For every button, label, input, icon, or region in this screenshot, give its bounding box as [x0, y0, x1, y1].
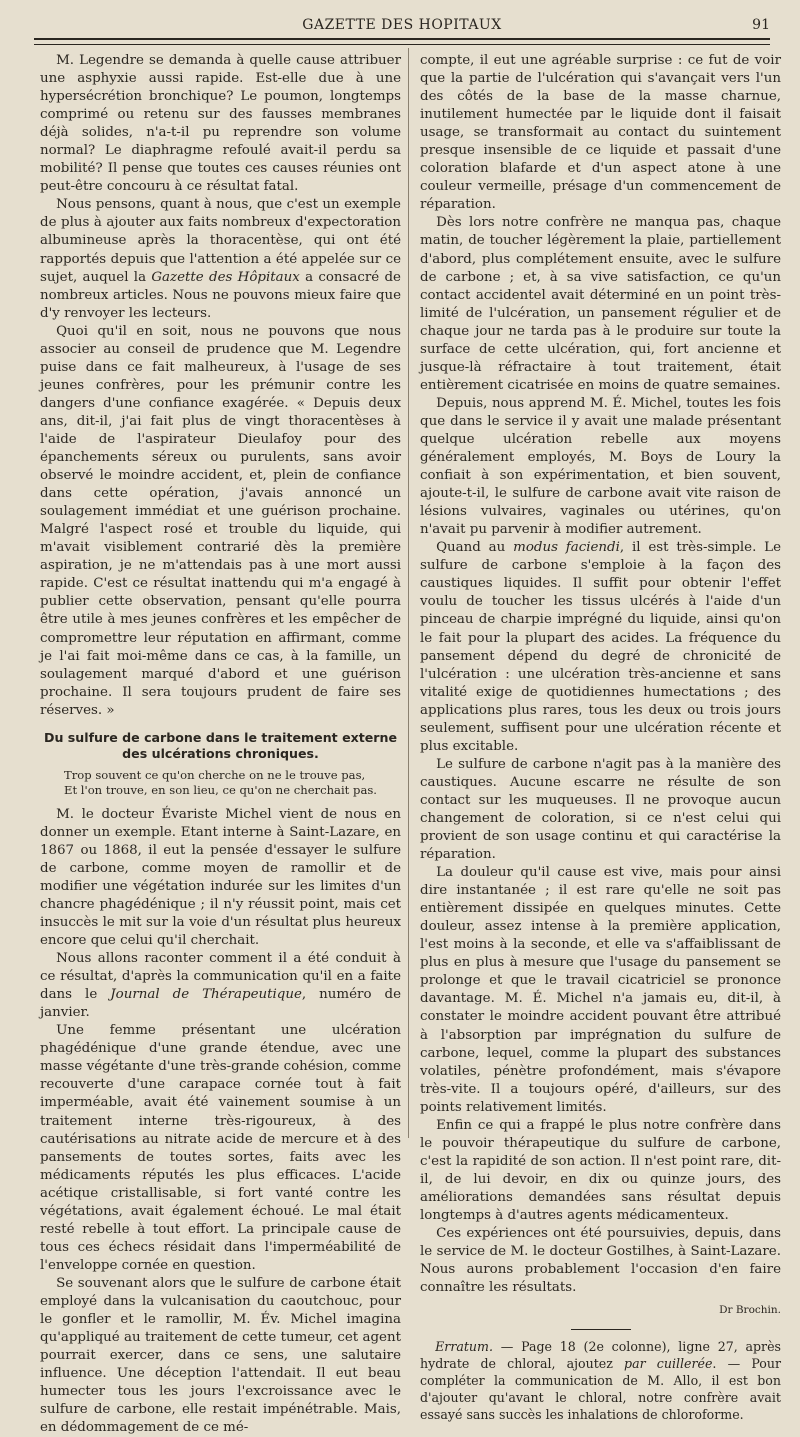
paragraph: Dès lors notre confrère ne manqua pas, chaque matin, de toucher légèrement la plaie, partiellement d'abord, plus complétement ensuite, avec le sulfure de carbone ; et, à sa vive satisfaction, ce qu'un contact accidentel avait déterminé en un point très-limité de l'ulcération, un pansement régulier et de chaque jour ne tarda pas à le produire sur toute la surface de cette ulcération, qui, fort ancienne et jusque-là réfractaire à tout traitement, était entièrement cicatrisée en moins de quatre semaines.	[420, 215, 781, 393]
paragraph: Quoi qu'il en soit, nous ne pouvons que nous associer au conseil de prudence que M. Legendre puise dans ce fait malheureux, à l'usage de ses jeunes confrères, pour les prémunir contre les dangers d'une confiance exagérée. « Depuis deux ans, dit-il, j'ai fait plus de vingt thoracentèses à l'aide de l'aspirateur Dieulafoy pour des épanchements séreux ou purulents, sans avoir observé le moindre accident, et, plein de confiance dans cette opération, j'avais annoncé un soulagement immédiat et une guérison prochaine. Malgré l'aspect rosé et trouble du liquide, qui m'avait visiblement contrarié dès la première aspiration, je ne m'attendais pas à une mort aussi rapide. C'est ce résultat inattendu qui m'a engagé à publier cette observation, pensant qu'elle pourra être utile à mes jeunes confrères et les empêcher de compromettre leur réputation en affirmant, comme je l'ai fait moi-même dans ce cas, à la famille, un soulagement marqué d'abord et une guérison prochaine. Il sera toujours prudent de faire ses réserves. »	[40, 323, 401, 718]
epigraph-line: Trop souvent ce qu'on cherche on ne le trouve pas,	[64, 767, 366, 782]
erratum-label: Erratum.	[435, 1339, 493, 1355]
paragraph	[40, 196, 401, 322]
paragraph: Le sulfure de carbone n'agit pas à la manière des caustiques. Aucune escarre ne résulte de son contact sur les muqueuses. Il ne provoque aucun changement de coloration, si ce n'est celui qui provient de son usage continu et qui caractérise la réparation.	[420, 756, 781, 863]
article-title: Du sulfure de carbone dans le traitement externe des ulcérations chroniques.	[43, 729, 398, 761]
right-column	[420, 52, 781, 1423]
erratum-note	[420, 1338, 781, 1423]
italic-phrase: par cuillerée	[624, 1356, 713, 1372]
text-run: a consacré de nombreux articles. Nous ne pouvons mieux faire que d'y renvoyer les lecteurs.	[40, 269, 401, 321]
header-rule	[34, 38, 770, 40]
paragraph: Une femme présentant une ulcération phagédénique d'une grande étendue, avec une masse végétante d'une très-grande cohésion, comme recouverte d'une carapace cornée tout à fait imperméable, avait été vainement soumise à un traitement interne très-rigoureux, à des cautérisations au nitrate acide de mercure et à des pansements de toutes sortes, faits avec les médicaments réputés les plus efficaces. L'acide acétique cristallisable, si fort vanté contre les végétations, avait également échoué. Le mal était resté rebelle à tout effort. La principale cause de tous ces échecs résidait dans l'imperméabilité de l'enveloppe cornée en question.	[40, 1023, 401, 1273]
paragraph: M. Legendre se demanda à quelle cause attribuer une asphyxie aussi rapide. Est-elle due à une hypersécrétion bronchique? Le poumon, longtemps comprimé ou retenu sur des fausses membranes déjà solides, n'a-t-il pu reprendre son volume normal? Le diaphragme refoulé avait-il perdu sa mobilité? Il pense que toutes ces causes réunies ont peut-être concouru à ce résultat fatal.	[40, 53, 401, 195]
header-rule-thin	[34, 44, 770, 45]
paragraph	[420, 539, 781, 756]
epigraph	[64, 768, 401, 798]
latin-phrase: modus faciendi	[513, 540, 620, 556]
text-run: Quand au	[436, 540, 514, 556]
paragraph: Depuis, nous apprend M. É. Michel, toutes les fois que dans le service il y avait une malade présentant quelque ulcération rebelle aux moyens généralement employés, M. Boys de Loury la confiait à son expérimentation, et bien souvent, ajoute-t-il, le sulfure de carbone avait vite raison de lésions vulvaires, vaginales ou utérines, qu'on n'avait pu parvenir à modifier autrement.	[420, 395, 781, 538]
text-run: Nous pensons, quant à nous, que c'est un exemple de plus à ajouter aux faits nombreux d'expectoration albumineuse après la thoracentèse, qui ont été rapportés depuis que l'attention a été appelée sur ce sujet, auquel la	[40, 197, 401, 285]
paragraph: La douleur qu'il cause est vive, mais pour ainsi dire instantanée ; il est rare qu'elle ne soit pas entièrement dissipée en quelques minutes. Cette douleur, assez intense à la première application, l'est moins à la seconde, et elle va s'affaiblissant de plus en plus à mesure que l'usage du pansement se prolonge et que le travail cicatriciel se prononce davantage. M. É. Michel n'a jamais eu, dit-il, à constater le moindre accident pouvant être attribué à l'absorption par imprégnation du sulfure de carbone, lequel, comme la plupart des substances volatiles, pénètre profondément, mais s'évapore très-vite. Il a toujours opéré, d'ailleurs, sur des points relativement limités.	[420, 865, 781, 1115]
paragraph: Ces expériences ont été poursuivies, depuis, dans le service de M. le docteur Gostilhes, à Saint-Lazare. Nous aurons probablement l'occasion d'en faire connaître les résultats.	[420, 1226, 781, 1296]
author-signature: Dr Brochin.	[719, 1304, 781, 1317]
column-divider	[408, 48, 409, 1138]
journal-name: Gazette des Hôpitaux	[151, 269, 300, 285]
journal-title: GAZETTE DES HOPITAUX	[302, 17, 502, 33]
text-run: . — Pour compléter la communication de M. Allo, il est bon d'ajouter qu'avant le chloral, notre confrère avait essayé sans succès les inhalations de chloroforme.	[420, 1356, 781, 1423]
epigraph-line: Et l'on trouve, en son lieu, ce qu'on ne cherchait pas.	[64, 782, 377, 797]
text-run: Nous allons raconter comment il a été conduit à ce résultat, d'après la communication qu'il en a faite dans le	[40, 951, 401, 1003]
left-column	[40, 52, 402, 1436]
paragraph: M. le docteur Évariste Michel vient de nous en donner un exemple. Etant interne à Saint-Lazare, en 1867 ou 1868, il eut la pensée d'essayer le sulfure de carbone, comme moyen de ramollir et de modifier une végétation indurée sur les limites d'un chancre phagédénique ; il n'y réussit point, mais cet insuccès le mit sur la voie d'un résultat plus heureux encore que celui qu'il cherchait.	[40, 806, 401, 949]
paragraph: compte, il eut une agréable surprise : ce fut de voir que la partie de l'ulcération qui s'avançait vers l'un des côtés de la base de la masse charnue, inutilement humectée par le liquide dont il faisait usage, se transformait au contact du suintement presque insensible de ce liquide et passait d'une coloration blafarde et d'un aspect atone à une couleur vermeille, présage d'un commencement de réparation.	[420, 53, 781, 213]
paragraph: Se souvenant alors que le sulfure de carbone était employé dans la vulcanisation du caoutchouc, pour le gonfler et le ramollir, M. Év. Michel imagina qu'appliqué au traitement de cette tumeur, cet agent pourrait exercer, dans ce sens, une salutaire influence. Une déception l'attendait. Il eut beau humecter tous les jours l'excroissance avec le sulfure de carbone, elle restait impénétrable. Mais, en dédommagement de ce mé-	[40, 1275, 401, 1436]
paragraph: Enfin ce qui a frappé le plus notre confrère dans le pouvoir thérapeutique du sulfure de carbone, c'est la rapidité de son action. Il n'est point rare, dit-il, de lui devoir, en dix ou quinze jours, des améliorations demandées sans résultat depuis longtemps à d'autres agents médicamenteux.	[420, 1117, 781, 1223]
paragraph	[40, 950, 401, 1022]
text-run: , numéro de janvier.	[40, 987, 402, 1021]
text-run: — Page 18 (2e colonne), ligne 27, après hydrate de chloral, ajoutez	[420, 1339, 781, 1372]
journal-name: Journal de Thérapeutique	[110, 987, 302, 1003]
text-run: , il est très-simple. Le sulfure de carbone s'emploie à la façon des caustiques liquides. Il suffit pour obtenir l'effet voulu de toucher les tissus ulcérés à l'aide d'un pinceau de charpie imprégné du liquide, ainsi qu'on le fait pour la plupart des acides. La fréquence du pansement dépend du degré de chronicité de l'ulcération : une ulcération très-ancienne et sans vitalité exige de quotidiennes humectations ; des applications plus rares, tous les deux ou trois jours seulement, suffisent pour une ulcération récente et plus excitable.	[420, 540, 781, 754]
page-number: 91	[752, 17, 770, 33]
separator-rule	[571, 1329, 631, 1330]
page-header	[34, 14, 770, 38]
